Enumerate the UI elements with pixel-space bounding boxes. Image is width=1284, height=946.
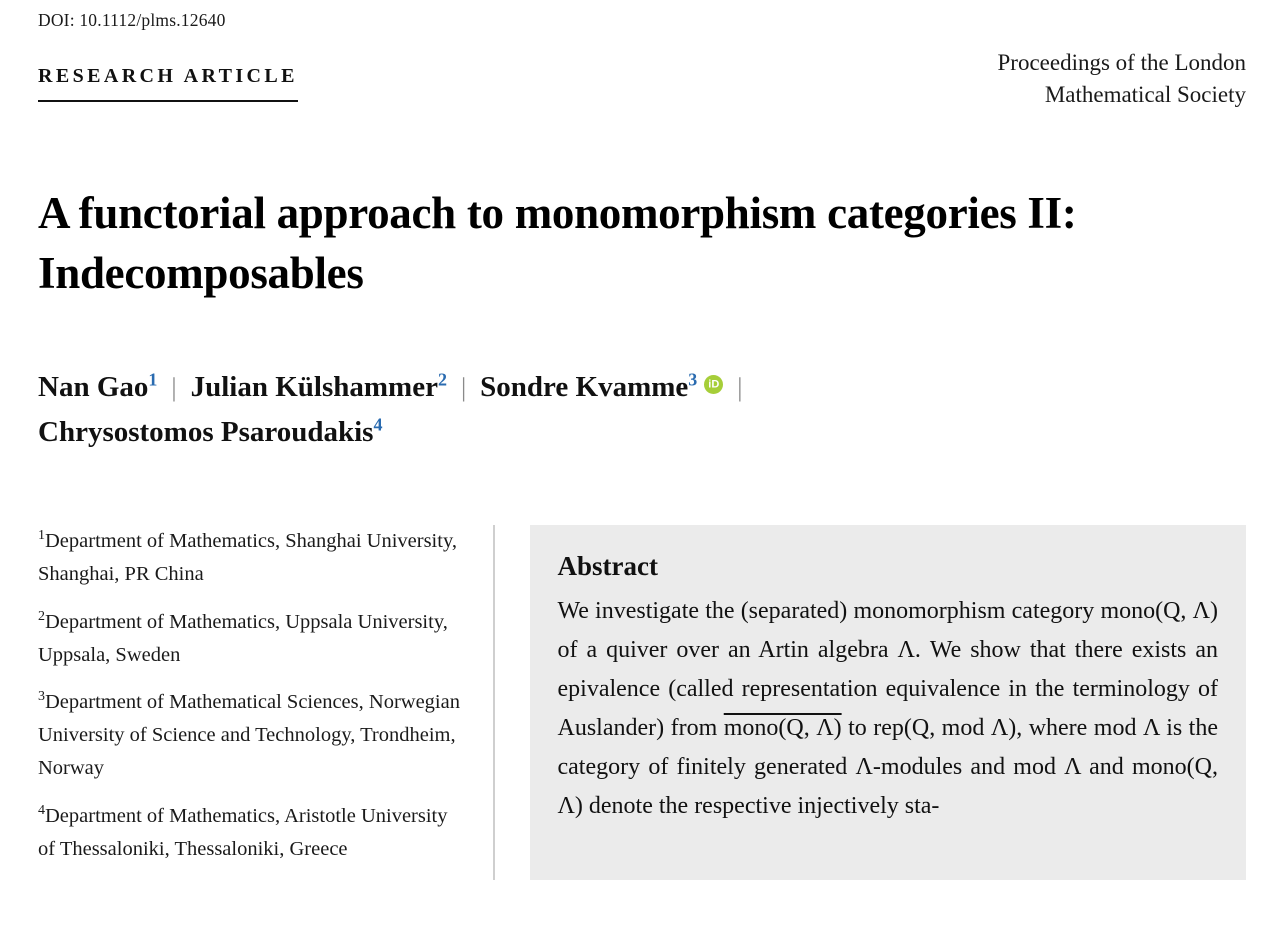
affiliation-text: Department of Mathematics, Aristotle University of Thessaloniki, Thessaloniki, Greece <box>38 804 448 860</box>
affiliations-and-abstract <box>38 525 1246 880</box>
author-name: Julian Külshammer <box>190 371 438 404</box>
affiliation-marker: 4 <box>38 802 45 818</box>
header-row <box>38 50 1246 110</box>
author-entry[interactable] <box>38 371 157 403</box>
doi-line: DOI: 10.1112/plms.12640 <box>38 10 226 30</box>
affiliation-text: Department of Mathematics, Uppsala University, Uppsala, Sweden <box>38 610 448 666</box>
author-separator: | <box>737 373 743 403</box>
affiliation-text: Department of Mathematical Sciences, Norwegian University of Science and Technology, Trondheim, Norway <box>38 690 460 780</box>
abstract-part-2: mono(Q, Λ) <box>1100 598 1218 625</box>
author-entry[interactable] <box>191 371 447 403</box>
author-affiliation-marker: 1 <box>148 369 158 390</box>
author-list <box>38 365 1158 455</box>
author-affiliation-marker: 2 <box>437 369 447 390</box>
journal-name <box>998 47 1246 110</box>
journal-line-2: Mathematical Society <box>1044 81 1246 107</box>
affiliation-item <box>38 800 463 866</box>
abstract-part-4: mono(Q, Λ) <box>723 714 842 741</box>
author-affiliation-marker: 3 <box>688 369 698 390</box>
affiliation-list <box>38 525 493 880</box>
article-type-label: RESEARCH ARTICLE <box>38 65 298 102</box>
author-entry[interactable] <box>38 416 382 448</box>
author-name: Chrysostomos Psaroudakis <box>38 416 374 449</box>
affiliation-item <box>38 606 463 672</box>
abstract-heading: Abstract <box>557 551 658 582</box>
orcid-icon[interactable] <box>704 375 723 394</box>
journal-line-1: Proceedings of the London <box>997 50 1246 75</box>
column-divider <box>493 525 495 880</box>
abstract-text <box>558 592 1219 825</box>
author-separator: | <box>460 373 467 403</box>
abstract-part-1: We investigate the (separated) monomorphism category <box>557 598 1101 625</box>
author-name: Sondre Kvamme <box>480 371 689 404</box>
author-separator: | <box>171 373 177 403</box>
author-affiliation-marker: 4 <box>373 414 383 435</box>
affiliation-item <box>38 686 463 786</box>
page-title: A functorial approach to monomorphism categories II: Indecomposables <box>38 188 1077 298</box>
affiliation-marker: 3 <box>38 689 45 705</box>
abstract-part-5: to rep(Q, mod Λ), where mod Λ is the category of finitely generated Λ-modules and mod Λ and mono(Q, Λ) denote the respective injectively sta- <box>557 714 1219 819</box>
author-name: Nan Gao <box>38 371 149 404</box>
affiliation-marker: 2 <box>38 608 45 624</box>
abstract-part-3: of a quiver over an Artin algebra Λ. We show that there exists an epivalence (called representation equivalence in the terminology of Auslander) from <box>557 637 1218 741</box>
affiliation-text: Department of Mathematics, Shanghai University, Shanghai, PR China <box>38 530 457 586</box>
affiliation-item <box>38 525 463 591</box>
abstract-section <box>530 525 1247 880</box>
author-entry[interactable] <box>480 371 723 403</box>
affiliation-marker: 1 <box>38 528 45 544</box>
